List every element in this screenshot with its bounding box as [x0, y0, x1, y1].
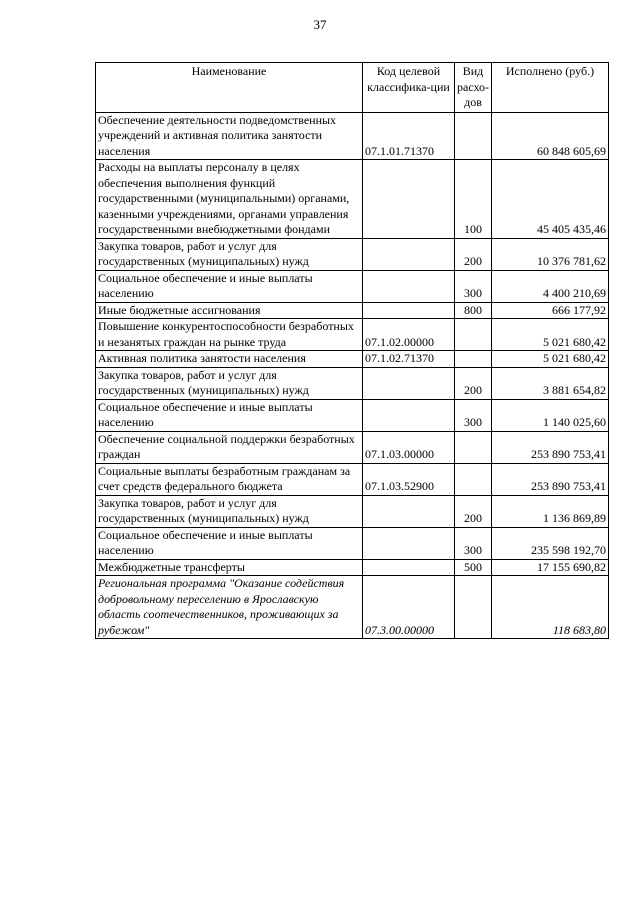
row-type: 200 — [455, 367, 492, 399]
header-type: Вид расхо-дов — [455, 63, 492, 113]
row-type — [455, 351, 492, 368]
table-row — [96, 495, 609, 527]
table-row — [96, 463, 609, 495]
row-code — [363, 302, 455, 319]
row-code — [363, 559, 455, 576]
page-number: 37 — [313, 17, 327, 32]
row-name: Социальное обеспечение и иные выплаты населению — [96, 399, 363, 431]
row-amount: 1 136 869,89 — [492, 495, 609, 527]
row-amount: 17 155 690,82 — [492, 559, 609, 576]
table-row — [96, 367, 609, 399]
row-type: 300 — [455, 270, 492, 302]
row-amount: 666 177,92 — [492, 302, 609, 319]
row-name: Активная политика занятости населения — [96, 351, 363, 368]
row-type: 300 — [455, 399, 492, 431]
table-row — [96, 559, 609, 576]
row-type — [455, 576, 492, 639]
row-type: 300 — [455, 527, 492, 559]
row-code — [363, 399, 455, 431]
row-name: Повышение конкурентоспособности безработных и незанятых граждан на рынке труда — [96, 319, 363, 351]
row-amount: 253 890 753,41 — [492, 463, 609, 495]
row-code: 07.3.00.00000 — [363, 576, 455, 639]
row-code — [363, 527, 455, 559]
row-code: 07.1.03.00000 — [363, 431, 455, 463]
header-name: Наименование — [96, 63, 363, 113]
row-type — [455, 431, 492, 463]
row-type — [455, 319, 492, 351]
header-amount: Исполнено (руб.) — [492, 63, 609, 113]
table-row — [96, 576, 609, 639]
table-row — [96, 399, 609, 431]
table-row — [96, 527, 609, 559]
row-type: 200 — [455, 238, 492, 270]
row-name: Социальные выплаты безработным гражданам за счет средств федерального бюджета — [96, 463, 363, 495]
row-code: 07.1.01.71370 — [363, 112, 455, 160]
row-name: Обеспечение деятельности подведомственных учреждений и активная политика занятости населения — [96, 112, 363, 160]
row-type: 200 — [455, 495, 492, 527]
row-amount: 10 376 781,62 — [492, 238, 609, 270]
budget-table — [95, 62, 609, 639]
row-name: Иные бюджетные ассигнования — [96, 302, 363, 319]
row-name: Региональная программа "Оказание содействия добровольному переселению в Ярославскую область соотечественников, проживающих за рубежом" — [96, 576, 363, 639]
row-name: Социальное обеспечение и иные выплаты населению — [96, 270, 363, 302]
row-type — [455, 463, 492, 495]
table-row — [96, 112, 609, 160]
header-code: Код целевой классифика-ции — [363, 63, 455, 113]
row-code — [363, 495, 455, 527]
table-row — [96, 431, 609, 463]
row-amount: 60 848 605,69 — [492, 112, 609, 160]
row-code — [363, 270, 455, 302]
row-type: 100 — [455, 160, 492, 239]
table-row — [96, 302, 609, 319]
row-name: Расходы на выплаты персоналу в целях обеспечения выполнения функций государственными (муниципальными) органами, казенными учреждениями, органами управления государственными внебюджетными фондами — [96, 160, 363, 239]
row-name: Закупка товаров, работ и услуг для государственных (муниципальных) нужд — [96, 495, 363, 527]
row-amount: 235 598 192,70 — [492, 527, 609, 559]
row-name: Закупка товаров, работ и услуг для государственных (муниципальных) нужд — [96, 367, 363, 399]
row-type — [455, 112, 492, 160]
row-type: 500 — [455, 559, 492, 576]
row-name: Обеспечение социальной поддержки безработных граждан — [96, 431, 363, 463]
row-code — [363, 238, 455, 270]
table-header-row — [96, 63, 609, 113]
table-row — [96, 160, 609, 239]
row-code: 07.1.02.00000 — [363, 319, 455, 351]
row-amount: 3 881 654,82 — [492, 367, 609, 399]
table-row — [96, 270, 609, 302]
row-name: Социальное обеспечение и иные выплаты населению — [96, 527, 363, 559]
table-row — [96, 351, 609, 368]
row-code: 07.1.02.71370 — [363, 351, 455, 368]
row-amount: 5 021 680,42 — [492, 319, 609, 351]
row-amount: 5 021 680,42 — [492, 351, 609, 368]
row-code: 07.1.03.52900 — [363, 463, 455, 495]
row-amount: 118 683,80 — [492, 576, 609, 639]
row-name: Закупка товаров, работ и услуг для государственных (муниципальных) нужд — [96, 238, 363, 270]
row-amount: 1 140 025,60 — [492, 399, 609, 431]
row-amount: 4 400 210,69 — [492, 270, 609, 302]
row-amount: 45 405 435,46 — [492, 160, 609, 239]
row-type: 800 — [455, 302, 492, 319]
row-amount: 253 890 753,41 — [492, 431, 609, 463]
row-code — [363, 367, 455, 399]
table-row — [96, 238, 609, 270]
table-row — [96, 319, 609, 351]
row-code — [363, 160, 455, 239]
row-name: Межбюджетные трансферты — [96, 559, 363, 576]
